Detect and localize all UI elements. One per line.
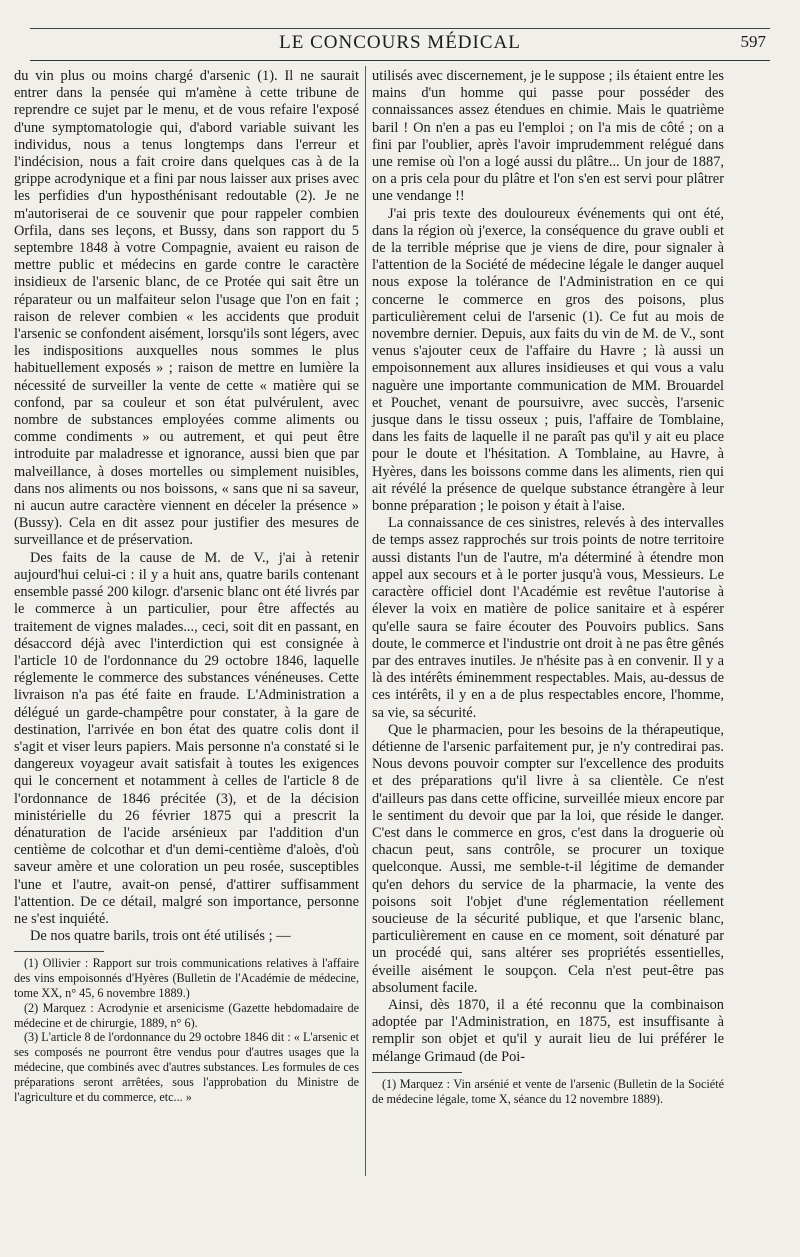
paragraph: utilisés avec discernement, je le suppose ; ils étaient entre les mains d'un homme qui passe pour posséder des connaissances assez étendues en chimie. Mais le quatrième baril ! On n'en a pas eu l'emploi ; on l'a mis de côté ; on a fini par l'oublier, après l'avoir imprudemment relégué dans une remise où l'on a logé aussi du plâtre... Un jour de 1887, on a pris cela pour du plâtre et l'on s'en est servi pour plâtrer une vendange !! <box>372 68 724 205</box>
footnote: (2) Marquez : Acrodynie et arsenicisme (Gazette hebdomadaire de médecine et de chirurgie, 1889, n° 6). <box>14 1000 359 1030</box>
left-column <box>14 68 359 1104</box>
journal-title: LE CONCOURS MÉDICAL <box>279 32 521 53</box>
paragraph: Ainsi, dès 1870, il a été reconnu que la combinaison adoptée par l'Administration, en 1875, est insuffisante à remplir son objet et qu'il y aurait lieu de lui préférer le mélange Grimaud (de Poi- <box>372 996 724 1065</box>
paragraph: Que le pharmacien, pour les besoins de la thérapeutique, détienne de l'arsenic parfaitement pur, je n'y contredirai pas. Nous devons pouvoir compter sur l'excellence des produits et des préparations qu'il livre à sa clientèle. Ce n'est d'ailleurs pas dans cette officine, surveillée mieux encore par le sentiment du devoir que par la loi, que réside le danger. C'est dans le commerce en gros, c'est dans la droguerie où chacun peut, sans contrôle, se procurer un toxique quelconque. Aussi, me semble-t-il légitime de demander qu'en dehors du service de la pharmacie, la vente des poisons soit l'objet d'une réglementation réellement soucieuse de la sécurité publique, et que l'arsenic blanc, particulièrement en cause en ce moment, soit dénaturé par un procédé qui, sans altérer ses propriétés essentielles, éveille aisément le soupçon. Cela n'est peut-être pas absolument facile. <box>372 721 724 996</box>
paragraph: Des faits de la cause de M. de V., j'ai à retenir aujourd'hui celui-ci : il y a huit ans, quatre barils contenant ensemble passé 200 kilogr. d'arsenic blanc ont été livrés par le commerce à un particulier, pour être affectés au traitement de vignes malades..., ceci, soit dit en passant, en désaccord déjà avec l'interdiction qui est consignée à l'article 10 de l'ordonnance du 29 octobre 1846, laquelle réglemente le commerce des substances vénéneuses. Cette livraison n'a pas été faite en fraude. L'Administration a délégué un garde-champêtre pour constater, à la gare de destination, l'arrivée en bon état des quatre colis dont il s'agit et viser leurs papiers. Mais personne n'a constaté si le dangereux voyageur avait satisfait à toutes les exigences qui le concernent et notamment à celles de l'article 8 de l'ordonnance de 1846 précitée (3), et de la décision ministérielle du 26 février 1875 qui a prescrit la dénaturation de l'acide arsénieux par l'addition d'un centième de colcothar et d'un demi-centième d'aloès, d'où saveur amère et une coloration un peu rosée, susceptibles l'une et l'autre, avait-on pensé, d'attirer suffisamment l'attention. De ce détail, malgré son importance, personne ne s'est inquiété. <box>14 549 359 927</box>
footnote: (1) Marquez : Vin arsénié et vente de l'arsenic (Bulletin de la Société de médecine légale, tome X, séance du 12 novembre 1889). <box>372 1076 724 1106</box>
footnote-rule <box>372 1072 462 1073</box>
page-header <box>30 22 770 62</box>
paragraph: J'ai pris texte des douloureux événements qui ont été, dans la région où j'exerce, la conséquence du grave oubli et de la terrible méprise que je viens de dire, pour signaler à l'attention de la Société de médecine légale le danger auquel nous expose la tolérance de l'Administration en ce qui concerne le commerce en gros des poisons, plus particulièrement celui de l'arsenic (1). Ce fut au mois de novembre dernier. Depuis, aux faits du vin de M. de V., sont venus s'ajouter ceux de l'affaire du Havre ; là aussi un empoisonnement aux allures insidieuses et qui vous a valu naguère une importante communication de MM. Brouardel et Pouchet, venant de poursuivre, avec succès, l'arsenic jusque dans le tissu osseux ; puis, l'affaire de Tomblaine, dans les faits de laquelle il ne paraît pas qu'il y ait eu place pour le doute et l'hésitation. A Tomblaine, au Havre, à Hyères, dans les boissons comme dans les aliments, rien qui ait révélé la présence de quelque substance étrangère à leur bonne préparation ; le poison y était à l'aise. <box>372 205 724 515</box>
right-column <box>372 68 724 1106</box>
paragraph: La connaissance de ces sinistres, relevés à des intervalles de temps assez rapprochés sur trois points de notre territoire aussi distants l'un de l'autre, m'a déterminé à étendre mon appel aux secours et à le porter jusqu'à vous, Messieurs. Le caractère officiel dont l'Académie est revêtue l'autorise à élever la voix en matière de police sanitaire et à espérer qu'elle saura se faire écouter des Pouvoirs publics. Sans doute, le commerce et l'industrie ont droit à ne pas être gênés par des entraves inutiles. Je n'hésite pas à en convenir. Il y a là des intérêts éminemment respectables. Mais, au-dessus de ces intérêts, il y en a de plus respectables encore, l'homme, sa vie, sa sécurité. <box>372 515 724 721</box>
header-rule-bottom <box>30 60 770 61</box>
header-rule-top <box>30 28 770 29</box>
footnote: (1) Ollivier : Rapport sur trois communications relatives à l'affaire des vins empoisonnés d'Hyères (Bulletin de l'Académie de médecine, tome XX, n° 45, 6 novembre 1889.) <box>14 956 359 1000</box>
column-divider <box>365 66 366 1176</box>
footnote-rule <box>14 951 104 952</box>
page-number: 597 <box>740 32 766 51</box>
paragraph: De nos quatre barils, trois ont été utilisés ; — <box>30 928 291 945</box>
paragraph: du vin plus ou moins chargé d'arsenic (1). Il ne saurait entrer dans la pensée qui m'amène à cette tribune de reprendre ce sujet par le menu, et de vous refaire l'exposé d'une symptomatologie qui, d'abord variable suivant les individus, nous a tenus longtemps dans l'erreur et l'indécision, nous a fait croire dans quelques cas à de la grippe acrodynique et a fini par nous laisser aux prises avec les perfidies d'un hyposthénisant redoutable (2). Je ne m'autoriserai de ce souvenir que pour rappeler combien Orfila, dans ses leçons, et Bussy, dans son rapport du 5 septembre 1848 à votre Compagnie, avaient eu raison de mettre public et médecins en garde contre le caractère insidieux de l'arsenic blanc, de ce Protée qui sait être un réparateur ou un malfaiteur selon l'usage que l'on en fait ; raison de relever combien « les accidents que produit l'arsenic se confondent aisément, lorsqu'ils sont légers, avec les indispositions auxquelles nous sommes le plus habituellement exposés » ; raison de mettre en lumière la nécessité de surveiller la vente de cette « matière qui se confond, par sa couleur et son état pulvérulent, avec nombre de substances employées comme aliments ou comme condiments » ou autrement, et qui peut être introduite par maladresse et ignorance, aussi bien que par malveillance, à doses mortelles ou simplement nuisibles, dans nos aliments ou nos boissons, « sans que ni sa saveur, ni aucun autre caractère viennent en déceler la présence » (Bussy). Cela en dit assez pour justifier des mesures de surveillance et de préservation. <box>14 68 359 549</box>
footnote: (3) L'article 8 de l'ordonnance du 29 octobre 1846 dit : « L'arsenic et ses composés ne pourront être vendus pour d'autres usages que la médecine, que combinés avec d'autres substances. Les formules de ces préparations seront arrêtées, sous l'approbation du Ministre de l'agriculture et du commerce, etc... » <box>14 1030 359 1104</box>
